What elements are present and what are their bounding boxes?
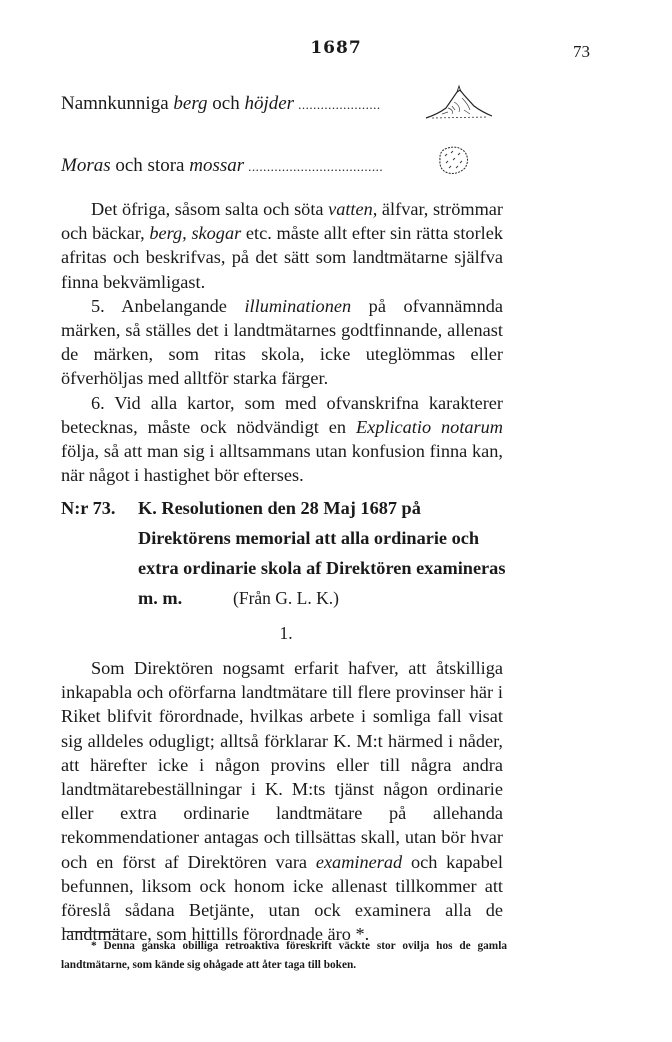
text-run: etc. måste allt efter sin rätta storlek afritas och beskrifvas, på det sätt som landtmätarne själfva finna bekvämligast.	[61, 223, 503, 292]
legend-term: höjder	[244, 93, 295, 114]
footnote-text: * Denna ganska obilliga retroaktiva föreskrift väckte stor ovilja hos de gamla landtmätarne, som kände sig ohågade att åter taga till boken.	[61, 940, 507, 971]
footnote	[61, 937, 507, 975]
body-paragraphs-top	[61, 197, 503, 487]
legend-term: Moras	[61, 155, 111, 176]
footnote-rule	[64, 931, 120, 932]
text-run: följa, så att man sig i alltsammans utan konfusion finna kan, när något i hastighet bör efterses.	[61, 441, 503, 486]
legend-text: och	[207, 93, 245, 114]
italic-term: illuminationen	[244, 295, 352, 316]
page-number: 73	[573, 42, 590, 61]
body-paragraph-main	[61, 656, 503, 946]
text-run: 5. Anbelangande	[91, 295, 245, 316]
italic-term: Explicatio notarum	[355, 416, 503, 437]
paragraph	[61, 294, 503, 391]
leader-dots: ....................................	[248, 159, 384, 174]
text-run: Som Direktören nogsamt erfarit hafver, att åtskilliga inkapabla och oförfarna landtmätare till flere provinser här i Riket blifvit förordnade, hvilkas arbete i somliga fall visat sig alldeles odugligt; alltså förklarar K. M:t härmed i nåder, att härefter icke i någon provins eller till några andra landtmätarebeställningar i K. M:ts tjänst någon ordinarie eller extra ordinarie landtmätare på allehanda rekommendationer antagas och tillsättas skall, utan bör hvar och en först af Direktören vara	[61, 658, 503, 872]
source-reference: (Från G. L. K.)	[233, 588, 339, 608]
paragraph	[61, 391, 503, 488]
text-run: och kapabel befunnen, liksom ock honom icke allenast tillkommer att föreslå sådana Betjänte, utan ock examinera alla de landtmätare, som hittills förordnade äro *.	[61, 851, 503, 945]
italic-term: berg, skogar	[149, 223, 242, 244]
legend-text: och stora	[110, 155, 190, 176]
paragraph	[61, 656, 503, 946]
text-run: 6. Vid alla kartor, som med ofvanskrifna karakterer betecknas, måste ock nödvändigt en	[61, 392, 503, 437]
subsection-number: 1.	[279, 623, 293, 643]
section-title: K. Resolutionen den 28 Maj 1687 på Direktörens memorial att alla ordinarie och extra ordinarie skola af Direktören examineras m. m.	[138, 498, 506, 608]
section-number: N:r 73.	[61, 498, 116, 518]
mountain-icon	[424, 84, 494, 122]
italic-term: examinerad	[315, 851, 403, 872]
text-run: älfvar, strömmar och bäckar,	[61, 199, 504, 244]
italic-term: vatten,	[328, 199, 378, 219]
leader-dots: ......................	[298, 97, 381, 112]
legend-term: berg	[173, 93, 208, 114]
legend-term: mossar	[189, 155, 245, 176]
legend-text: Namnkunniga	[61, 93, 174, 114]
bog-icon	[436, 144, 470, 176]
text-run: Det öfriga, såsom salta och söta	[91, 199, 329, 219]
text-run: på ofvannämnda märken, så ställes det i landtmätarnes godtfinnande, allenast de märken, som ritas skola, icke uteglömmas eller öfverhöljas med alltför starka färger.	[61, 295, 503, 389]
paragraph	[61, 197, 503, 294]
page-header-year: 1687	[310, 38, 362, 58]
